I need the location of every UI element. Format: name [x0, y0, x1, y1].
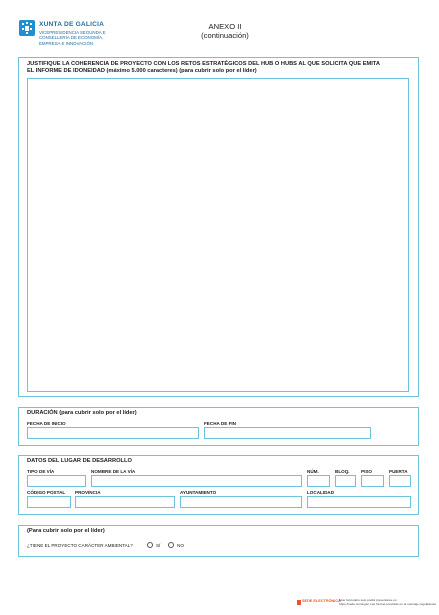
xunta-logo [19, 20, 139, 54]
locality-field[interactable] [307, 496, 411, 508]
sede-brand: SEDE ELECTRÓNICA [302, 599, 341, 603]
coherence-title: JUSTIFIQUE LA COHERENCIA DE PROYECTO CON LOS RETOS ESTRATÉGICOS DEL HUB O HUBS AL QUE SOLICITA QUE EMITA EL INFORME DE IDONEIDAD (máximo 5.000 caracteres) (para cubrir solo por el líder) [27, 61, 380, 74]
start-date-label: FECHA DE INICIO [27, 421, 66, 426]
location-section [18, 455, 419, 515]
council-label: AYUNTAMIENTO [180, 490, 217, 495]
street-name-field[interactable] [91, 475, 302, 487]
xunta-emblem-icon [19, 20, 35, 36]
number-field[interactable] [307, 475, 330, 487]
number-label: NÚM. [307, 469, 319, 474]
street-type-field[interactable] [27, 475, 86, 487]
environment-title: (Para cubrir solo por el líder) [27, 528, 105, 534]
postal-code-label: CÓDIGO POSTAL [27, 490, 66, 495]
environment-question: ¿TIENE EL PROYECTO CARÁCTER AMBIENTAL? [27, 543, 133, 548]
annex-heading [180, 22, 270, 40]
street-type-label: TIPO DE VÍA [27, 469, 55, 474]
door-label: PUERTA [389, 469, 408, 474]
environment-section [18, 525, 419, 557]
province-label: PROVINCIA [75, 490, 101, 495]
footer-note: Este formulario solo podrá presentarse en https://sede.xunta.gal. Las formas previstas en el oversaje reguladoras [339, 598, 436, 606]
environment-no-radio[interactable] [168, 542, 174, 548]
province-field[interactable] [75, 496, 175, 508]
org-name: XUNTA DE GALICIA [39, 21, 105, 28]
council-field[interactable] [180, 496, 302, 508]
environment-no-label: NO [177, 543, 184, 548]
door-field[interactable] [389, 475, 411, 487]
coherence-textarea[interactable] [27, 78, 409, 392]
start-date-field[interactable] [27, 427, 199, 439]
annex-title: ANEXO II [208, 22, 242, 31]
department-name: VICEPRESIDENCIA SEGUNDA E CONSELLERÍA DE ECONOMÍA, EMPRESA E INNOVACIÓN [39, 30, 106, 46]
postal-code-field[interactable] [27, 496, 71, 508]
coherence-section [18, 57, 419, 397]
block-label: BLOQ. [335, 469, 350, 474]
end-date-field[interactable] [204, 427, 371, 439]
environment-yes-radio[interactable] [147, 542, 153, 548]
end-date-label: FECHA DE FIN [204, 421, 236, 426]
annex-subtitle: (continuación) [201, 31, 249, 40]
floor-field[interactable] [361, 475, 384, 487]
floor-label: PISO [361, 469, 372, 474]
sede-logo-icon [297, 600, 301, 605]
environment-yes-label: SÍ [156, 543, 161, 548]
location-title: DATOS DEL LUGAR DE DESARROLLO [27, 458, 132, 464]
duration-title: DURACIÓN (para cubrir solo por el líder) [27, 410, 137, 416]
street-name-label: NOMBRE DE LA VÍA [91, 469, 136, 474]
block-field[interactable] [335, 475, 356, 487]
locality-label: LOCALIDAD [307, 490, 335, 495]
duration-section [18, 407, 419, 446]
